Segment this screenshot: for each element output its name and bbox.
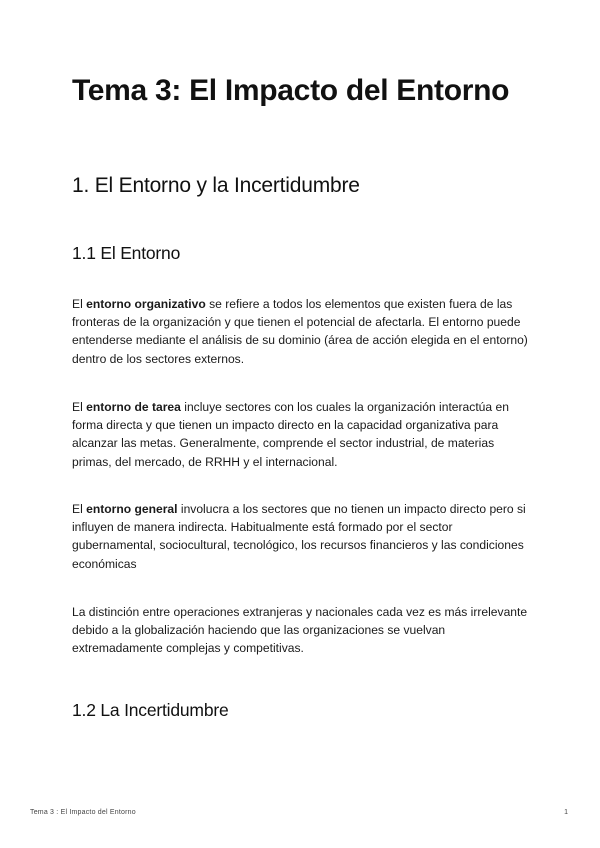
paragraph-entorno-de-tarea [72,398,532,471]
subsection-heading-1-2: 1.2 La Incertidumbre [72,700,229,720]
paragraph-entorno-general [72,500,532,573]
footer-running-title: Tema 3 : El Impacto del Entorno [30,809,136,816]
paragraph-entorno-organizativo [72,295,532,368]
paragraph-text: se refiere a todos los elementos que existen fuera de las fronteras de la organización y que tienen el potencial de afectarla. El entorno puede entenderse mediante el análisis de su dominio (área de acción elegida en el entorno) dentro de los sectores externos. [72,297,528,366]
bold-term: entorno organizativo [86,297,206,311]
section-heading-1: 1. El Entorno y la Incertidumbre [72,174,360,197]
paragraph-text: El [72,502,87,516]
bold-term: entorno general [86,502,178,516]
paragraph-text: involucra a los sectores que no tienen un impacto directo pero si influyen de manera indirecta. Habitualmente está formado por el sector gubernamental, sociocultural, tecnológico, los recursos financieros y las condiciones económicas [72,502,526,571]
bold-term: entorno de tarea [86,400,181,414]
subsection-heading-1-1: 1.1 El Entorno [72,243,181,263]
paragraph-text: El [72,400,87,414]
page-number: 1 [564,809,568,816]
paragraph-text: El [72,297,87,311]
paragraph-text: incluye sectores con los cuales la organización interactúa en forma directa y que tienen un impacto directo en la capacidad organizativa para alcanzar las metas. Generalmente, comprende el sector industrial, de materias primas, del mercado, de RRHH y el internacional. [72,400,509,469]
paragraph-globalizacion: La distinción entre operaciones extranjeras y nacionales cada vez es más irrelevante debido a la globalización haciendo que las organizaciones se vuelvan extremadamente complejas y competitivas. [72,605,528,656]
page-title: Tema 3: El Impacto del Entorno [72,74,510,107]
